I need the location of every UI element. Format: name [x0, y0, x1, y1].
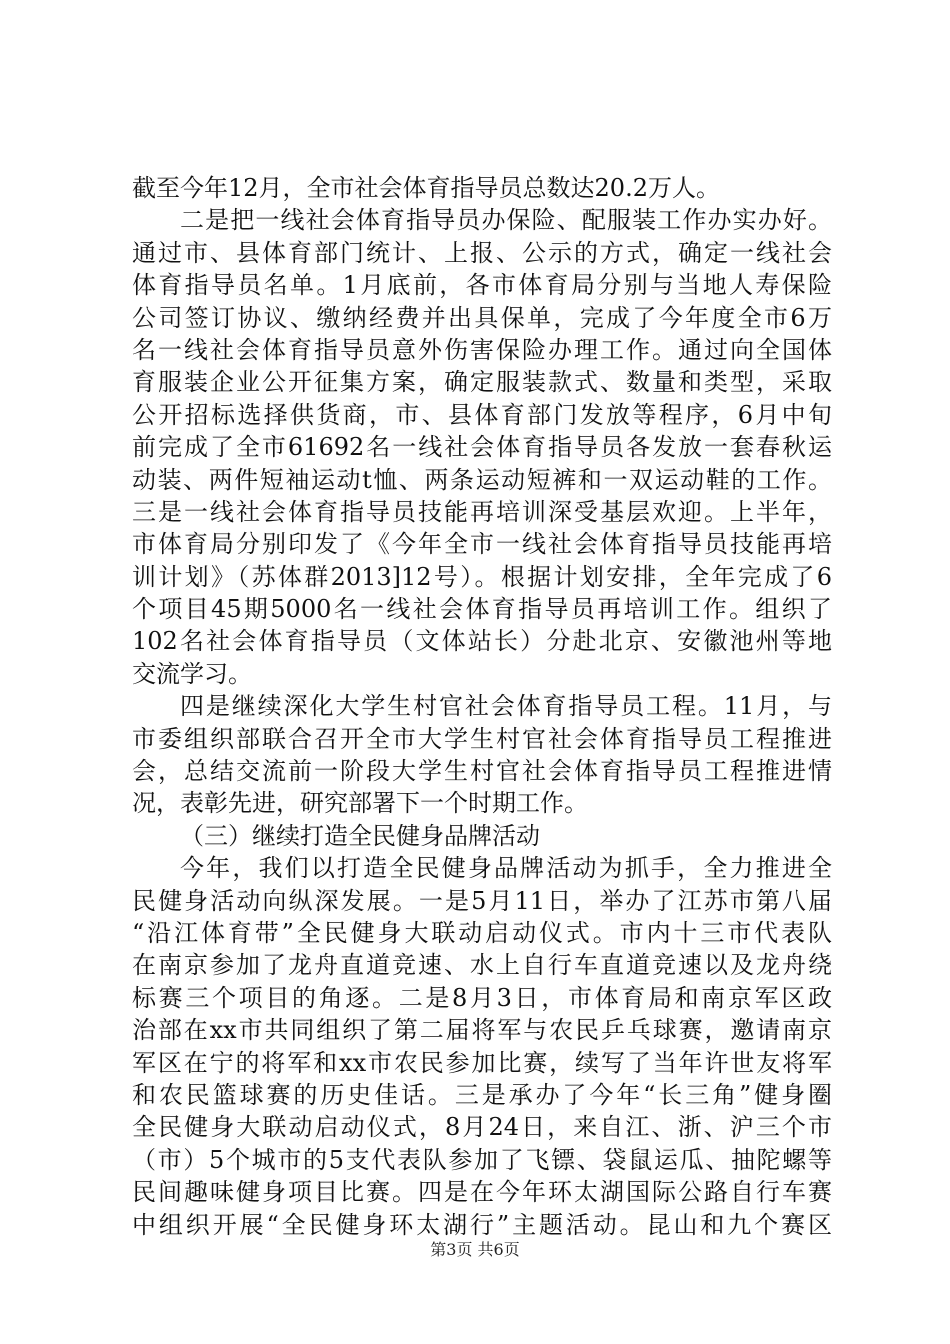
text-line: 102名社会体育指导员（文体站长）分赴北京、安徽池州等地: [132, 627, 832, 656]
text-line: 名一线社会体育指导员意外伤害保险办理工作。通过向全国体: [132, 335, 832, 364]
text-line: 交流学习。: [132, 659, 252, 688]
text-line: 三是一线社会体育指导员技能再培训深受基层欢迎。上半年，: [132, 497, 832, 526]
text-line: 训计划》（苏体群2013]12号）。根据计划安排，全年完成了6: [132, 562, 832, 591]
text-line: 今年，我们以打造全民健身品牌活动为抓手，全力推进全: [180, 854, 832, 883]
text-line: 会，总结交流前一阶段大学生村官社会体育指导员工程推进情: [132, 757, 832, 786]
text-line: 前完成了全市61692名一线社会体育指导员各发放一套春秋运: [132, 433, 832, 462]
text-line: 民健身活动向纵深发展。一是5月11日，举办了江苏市第八届: [132, 886, 832, 915]
text-line: 动装、两件短袖运动t恤、两条运动短裤和一双运动鞋的工作。: [132, 465, 832, 494]
text-line: 四是继续深化大学生村官社会体育指导员工程。11月，与: [180, 692, 832, 721]
text-line: 市委组织部联合召开全市大学生村官社会体育指导员工程推进: [132, 724, 832, 753]
text-line: 体育指导员名单。1月底前，各市体育局分别与当地人寿保险: [132, 271, 832, 300]
text-line: 二是把一线社会体育指导员办保险、配服装工作办实办好。: [180, 206, 832, 235]
text-line: 标赛三个项目的角逐。二是8月3日，市体育局和南京军区政: [132, 983, 832, 1012]
text-line: （三）继续打造全民健身品牌活动: [180, 821, 540, 850]
text-line: 公司签订协议、缴纳经费并出具保单，完成了今年度全市6万: [132, 303, 832, 332]
page-number-footer: 第3页 共6页: [430, 1240, 520, 1259]
text-line: 况，表彰先进，研究部署下一个时期工作。: [132, 789, 588, 818]
text-line: 军区在宁的将军和xx市农民参加比赛，续写了当年许世友将军: [132, 1048, 832, 1077]
text-line: 通过市、县体育部门统计、上报、公示的方式，确定一线社会: [132, 238, 832, 267]
text-line: “沿江体育带”全民健身大联动启动仪式。市内十三市代表队: [132, 918, 832, 947]
body-text: [132, 172, 832, 1241]
text-line: 在南京参加了龙舟直道竞速、水上自行车直道竞速以及龙舟绕: [132, 951, 832, 980]
text-line: （市）5个城市的5支代表队参加了飞镖、袋鼠运瓜、抽陀螺等: [132, 1145, 832, 1174]
text-line: 和农民篮球赛的历史佳话。三是承办了今年“长三角”健身圈: [132, 1080, 832, 1109]
text-line: 民间趣味健身项目比赛。四是在今年环太湖国际公路自行车赛: [132, 1178, 832, 1207]
text-line: 中组织开展“全民健身环太湖行”主题活动。昆山和九个赛区: [132, 1210, 832, 1239]
text-line: 个项目45期5000名一线社会体育指导员再培训工作。组织了: [132, 595, 832, 624]
text-line: 治部在xx市共同组织了第二届将军与农民乒乓球赛，邀请南京: [132, 1016, 832, 1045]
text-line: 公开招标选择供货商，市、县体育部门发放等程序，6月中旬: [132, 400, 832, 429]
text-line: 截至今年12月，全市社会体育指导员总数达20.2万人。: [132, 174, 720, 202]
text-line: 育服装企业公开征集方案，确定服装款式、数量和类型，采取: [132, 368, 832, 397]
text-line: 市体育局分别印发了《今年全市一线社会体育指导员技能再培: [132, 530, 832, 559]
text-line: 全民健身大联动启动仪式，8月24日，来自江、浙、沪三个市: [132, 1113, 832, 1142]
